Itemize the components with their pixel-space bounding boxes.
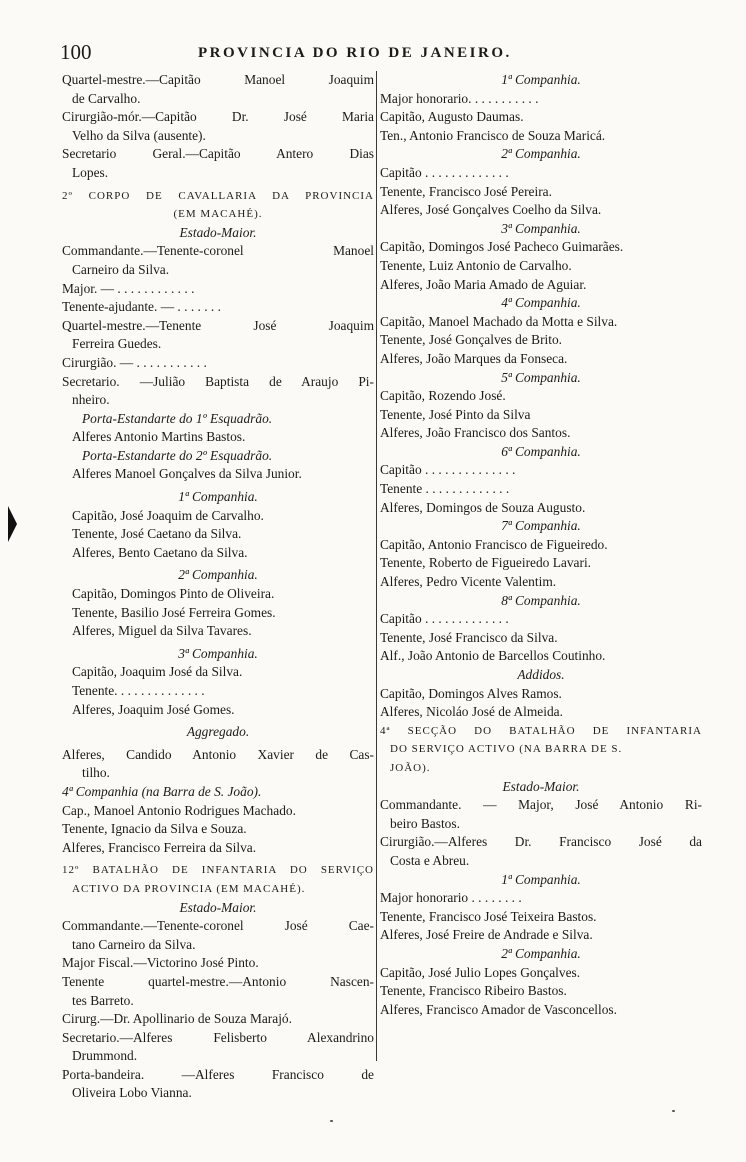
section-heading: 5ª Companhia. — [501, 369, 581, 385]
section-heading: Estado-Maior. — [179, 899, 257, 915]
section-heading: Estado-Maior. — [502, 778, 580, 794]
text-line: Alferes Manoel Gonçalves da Silva Junior. — [72, 466, 302, 482]
text-line: Alferes, José Freire de Andrade e Silva. — [380, 927, 593, 943]
text-line: Alferes, José Gonçalves Coelho da Silva. — [380, 202, 602, 218]
text-line: Tenente quartel-mestre.—Antonio Nascen- — [62, 973, 374, 989]
text-line: Porta-Estandarte do 1º Esquadrão. — [82, 410, 273, 426]
section-heading: 2ª Companhia. — [178, 567, 258, 583]
text-line: Alferes, Joaquim José Gomes. — [72, 701, 235, 717]
text-line: de Carvalho. — [72, 90, 141, 106]
text-line: Capitão, Augusto Daumas. — [380, 109, 524, 125]
text-line: Capitão . . . . . . . . . . . . . — [380, 611, 509, 627]
text-line: Capitão . . . . . . . . . . . . . . — [380, 462, 516, 478]
text-line: Capitão, Rozendo José. — [380, 388, 506, 404]
text-line: Alferes, Domingos de Souza Augusto. — [380, 499, 586, 515]
text-line: nheiro. — [72, 392, 110, 408]
text-line: tilho. — [82, 765, 110, 781]
text-line: ACTIVO DA PROVINCIA (EM MACAHÉ). — [72, 882, 306, 895]
text-line: Capitão . . . . . . . . . . . . . — [380, 164, 509, 180]
running-title: PROVINCIA DO RIO DE JANEIRO. — [198, 45, 512, 61]
text-line: Capitão, Manoel Machado da Motta e Silva. — [380, 313, 618, 329]
text-line: Alferes, Candido Antonio Xavier de Cas- — [62, 746, 374, 762]
section-heading: Estado-Maior. — [179, 224, 257, 240]
text-line: Alferes, Miguel da Silva Tavares. — [72, 623, 252, 639]
text-line: Capitão, Antonio Francisco de Figueiredo. — [380, 536, 608, 552]
text-line: Quartel-mestre.—Capitão Manoel Joaquim — [62, 72, 374, 87]
text-line: Secretario.—Alferes Felisberto Alexandrino — [62, 1029, 374, 1045]
text-line: Alferes, Francisco Amador de Vasconcellos. — [380, 1001, 617, 1017]
text-line: Cirurgião-mór.—Capitão Dr. José Maria — [62, 109, 374, 125]
section-heading: 7ª Companhia. — [501, 518, 581, 534]
text-line: JOÃO). — [390, 761, 431, 774]
text-line: Quartel-mestre.—Tenente José Joaquim — [62, 317, 374, 333]
text-line: Tenente, Francisco Ribeiro Bastos. — [380, 983, 567, 999]
text-line: Commandante. — Major, José Antonio Ri- — [380, 797, 702, 813]
text-line: Alferes, Francisco Ferreira da Silva. — [62, 839, 257, 855]
text-line: Tenente, Francisco José Pereira. — [380, 183, 552, 199]
paper-speck — [330, 1120, 333, 1122]
text-line: Alferes, João Marques da Fonseca. — [380, 350, 568, 366]
text-line: Capitão, Domingos José Pacheco Guimarães. — [380, 239, 624, 255]
section-heading: 6ª Companhia. — [501, 443, 581, 459]
text-line: Tenente-ajudante. — . . . . . . . — [62, 299, 221, 315]
text-line: Lopes. — [72, 164, 109, 180]
text-line: Cirurgião.—Alferes Dr. Francisco José da — [380, 834, 702, 850]
text-line: beiro Bastos. — [390, 815, 460, 831]
text-line: Alferes, Nicoláo José de Almeida. — [380, 704, 563, 720]
section-heading: 4ª Companhia. — [501, 295, 581, 311]
text-line: Tenente, Basilio José Ferreira Gomes. — [72, 604, 276, 620]
text-line: Tenente, Francisco José Teixeira Bastos. — [380, 908, 597, 924]
text-line: Ferreira Guedes. — [72, 336, 162, 352]
text-line: 4ª Companhia (na Barra de S. João). — [62, 783, 262, 799]
section-heading: 3ª Companhia. — [501, 220, 581, 236]
text-line: Major Fiscal.—Victorino José Pinto. — [62, 955, 259, 971]
text-line: Porta-Estandarte do 2º Esquadrão. — [82, 447, 273, 463]
text-line: Ten., Antonio Francisco de Souza Maricá. — [380, 127, 606, 143]
text-line: Major honorario . . . . . . . . — [380, 890, 522, 906]
text-line: Alferes, Bento Caetano da Silva. — [72, 544, 248, 560]
section-heading: 1ª Companhia. — [501, 72, 581, 87]
text-line: Tenente, Ignacio da Silva e Souza. — [62, 821, 247, 837]
section-heading: (EM MACAHÉ). — [173, 208, 263, 221]
text-line: Oliveira Lobo Vianna. — [72, 1085, 192, 1101]
text-line: Tenente . . . . . . . . . . . . . — [380, 481, 510, 497]
text-line: 2º CORPO DE CAVALLARIA DA PROVINCIA — [62, 189, 374, 202]
text-line: Capitão, Domingos Pinto de Oliveira. — [72, 586, 275, 602]
text-line: Major. — . . . . . . . . . . . . — [62, 280, 195, 296]
right-column — [380, 71, 702, 1019]
text-line: Capitão, Joaquim José da Silva. — [72, 664, 243, 680]
section-heading: 3ª Companhia. — [178, 645, 258, 661]
text-line: Carneiro da Silva. — [72, 261, 170, 277]
column-divider — [376, 71, 377, 1061]
text-line: Tenente, José Francisco da Silva. — [380, 629, 558, 645]
text-line: Costa e Abreu. — [390, 852, 470, 868]
section-heading: 1ª Companhia. — [178, 489, 258, 505]
text-line: Tenente, José Caetano da Silva. — [72, 526, 242, 542]
text-line: Velho da Silva (ausente). — [72, 127, 206, 143]
page-header — [58, 40, 698, 64]
text-line: Cirurg.—Dr. Apollinario de Souza Marajó. — [62, 1011, 292, 1027]
text-line: Secretario Geral.—Capitão Antero Dias — [62, 146, 374, 162]
section-heading: 2ª Companhia. — [501, 146, 581, 162]
text-line: Secretario. —Julião Baptista de Araujo Pi- — [62, 373, 374, 389]
text-line: Major honorario. . . . . . . . . . . — [380, 90, 539, 106]
text-line: Porta-bandeira. —Alferes Francisco de — [62, 1066, 374, 1082]
text-line: Alf., João Antonio de Barcellos Coutinho. — [380, 648, 606, 664]
section-heading: 8ª Companhia. — [501, 592, 581, 608]
text-line: Commandante.—Tenente-coronel Manoel — [62, 243, 374, 259]
left-column — [62, 71, 374, 1103]
text-line: Capitão, José Julio Lopes Gonçalves. — [380, 964, 581, 980]
section-heading: Addidos. — [517, 667, 565, 682]
text-line: Cirurgião. — . . . . . . . . . . . — [62, 354, 207, 370]
text-line: tano Carneiro da Silva. — [72, 936, 196, 952]
text-line: tes Barreto. — [72, 992, 134, 1008]
text-line: DO SERVIÇO ACTIVO (NA BARRA DE S. — [390, 743, 623, 756]
text-line: Alferes, João Francisco dos Santos. — [380, 425, 571, 441]
text-line: Tenente, José Pinto da Silva — [380, 406, 531, 422]
text-line: Alferes Antonio Martins Bastos. — [72, 429, 246, 445]
text-line: Tenente, Roberto de Figueiredo Lavari. — [380, 555, 592, 571]
text-line: Capitão, Domingos Alves Ramos. — [380, 685, 562, 701]
section-heading: 1ª Companhia. — [501, 871, 581, 887]
text-line: Drummond. — [72, 1048, 138, 1064]
text-line: Cap., Manoel Antonio Rodrigues Machado. — [62, 802, 296, 818]
text-line: Capitão, José Joaquim de Carvalho. — [72, 507, 264, 523]
text-line: Commandante.—Tenente-coronel José Cae- — [62, 918, 374, 934]
page-number: 100 — [60, 40, 92, 64]
text-line: Alferes, João Maria Amado de Aguiar. — [380, 276, 587, 292]
margin-marker — [8, 506, 17, 542]
section-heading: 2ª Companhia. — [501, 945, 581, 961]
text-line: Alferes, Pedro Vicente Valentim. — [380, 574, 557, 590]
paper-speck — [672, 1110, 675, 1112]
text-line: Tenente, José Gonçalves de Brito. — [380, 332, 563, 348]
text-line: 4ª SECÇÃO DO BATALHÃO DE INFANTARIA — [380, 724, 702, 737]
text-line: Tenente. . . . . . . . . . . . . . — [72, 683, 205, 698]
text-line: Tenente, Luiz Antonio de Carvalho. — [380, 257, 572, 273]
section-heading: Aggregado. — [186, 724, 250, 740]
text-line: 12º BATALHÃO DE INFANTARIA DO SERVIÇO — [62, 864, 374, 877]
